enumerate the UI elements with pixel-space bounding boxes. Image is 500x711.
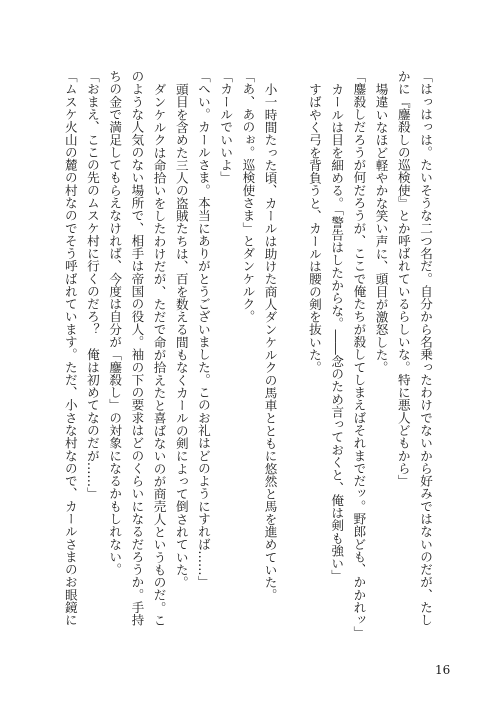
text-line: 「おまえ、ここの先のムスケ村に行くのだろ？ 俺は初めてなのだが……」 [84,70,100,500]
vertical-text-block [62,70,436,639]
text-line: 「カールでいいよ」 [218,70,234,184]
text-line: 小一時間たった頃、カールは助けた商人ダンケルクの馬車とともに悠然と馬を進めていた。 [262,82,278,601]
text-line: 「へい。カールさま。本当にありがとうございました。このお礼はどのようにすれば……」 [195,70,211,589]
section-break [281,70,303,615]
text-line: ダンケルクは命拾いをしたわけだが、ただで命が拾えたと喜ばないのが商売人というものだ。こ [151,82,167,627]
text-line: カールは目を細める。「警告はしたからな。――念のため言っておくと、俺は剣も強い」 [329,82,345,582]
text-line: 「はっはっは。たいそうな二つ名だ。自分から名乗ったわけでないから好みではないのだが、たし [418,70,433,627]
text-line: 「ムスケ火山の麓の村なのでそう呼ばれています。ただ、小さな村なので、カールさまのお眼鏡に [62,70,78,627]
text-line: のような人気のない場所で、相手は帝国の役人。袖の下の要求はどのくらいになるだろうか。手持 [129,70,145,627]
text-line: 「鏖殺しだろうが何だろうが、ここで俺たちが殺してしまえばそれまでだッ。野郎ども、かかれッ」 [351,70,367,639]
text-line: 場違いなほど軽やかな笑い声に、頭目が激怒した。 [373,82,389,374]
text-line: 頭目を含めた三人の盗賊たちは、百を数える間もなくカールの剣によって倒されていた。 [173,82,189,589]
text-line: 「あ、あのぉ。巡検使さま」とダンケルク。 [240,70,256,323]
text-line: ちの金で満足してもらえなければ、今度は自分が「鏖殺し」の対象になるかもしれない。 [107,70,123,576]
page-number: 16 [435,663,451,677]
text-line: すばやく弓を背負うと、カールは腰の剣を抜いた。 [306,82,322,374]
text-line: かに『鏖殺しの巡検使』とか呼ばれているらしいな。特に悪人どもから」 [395,70,411,488]
